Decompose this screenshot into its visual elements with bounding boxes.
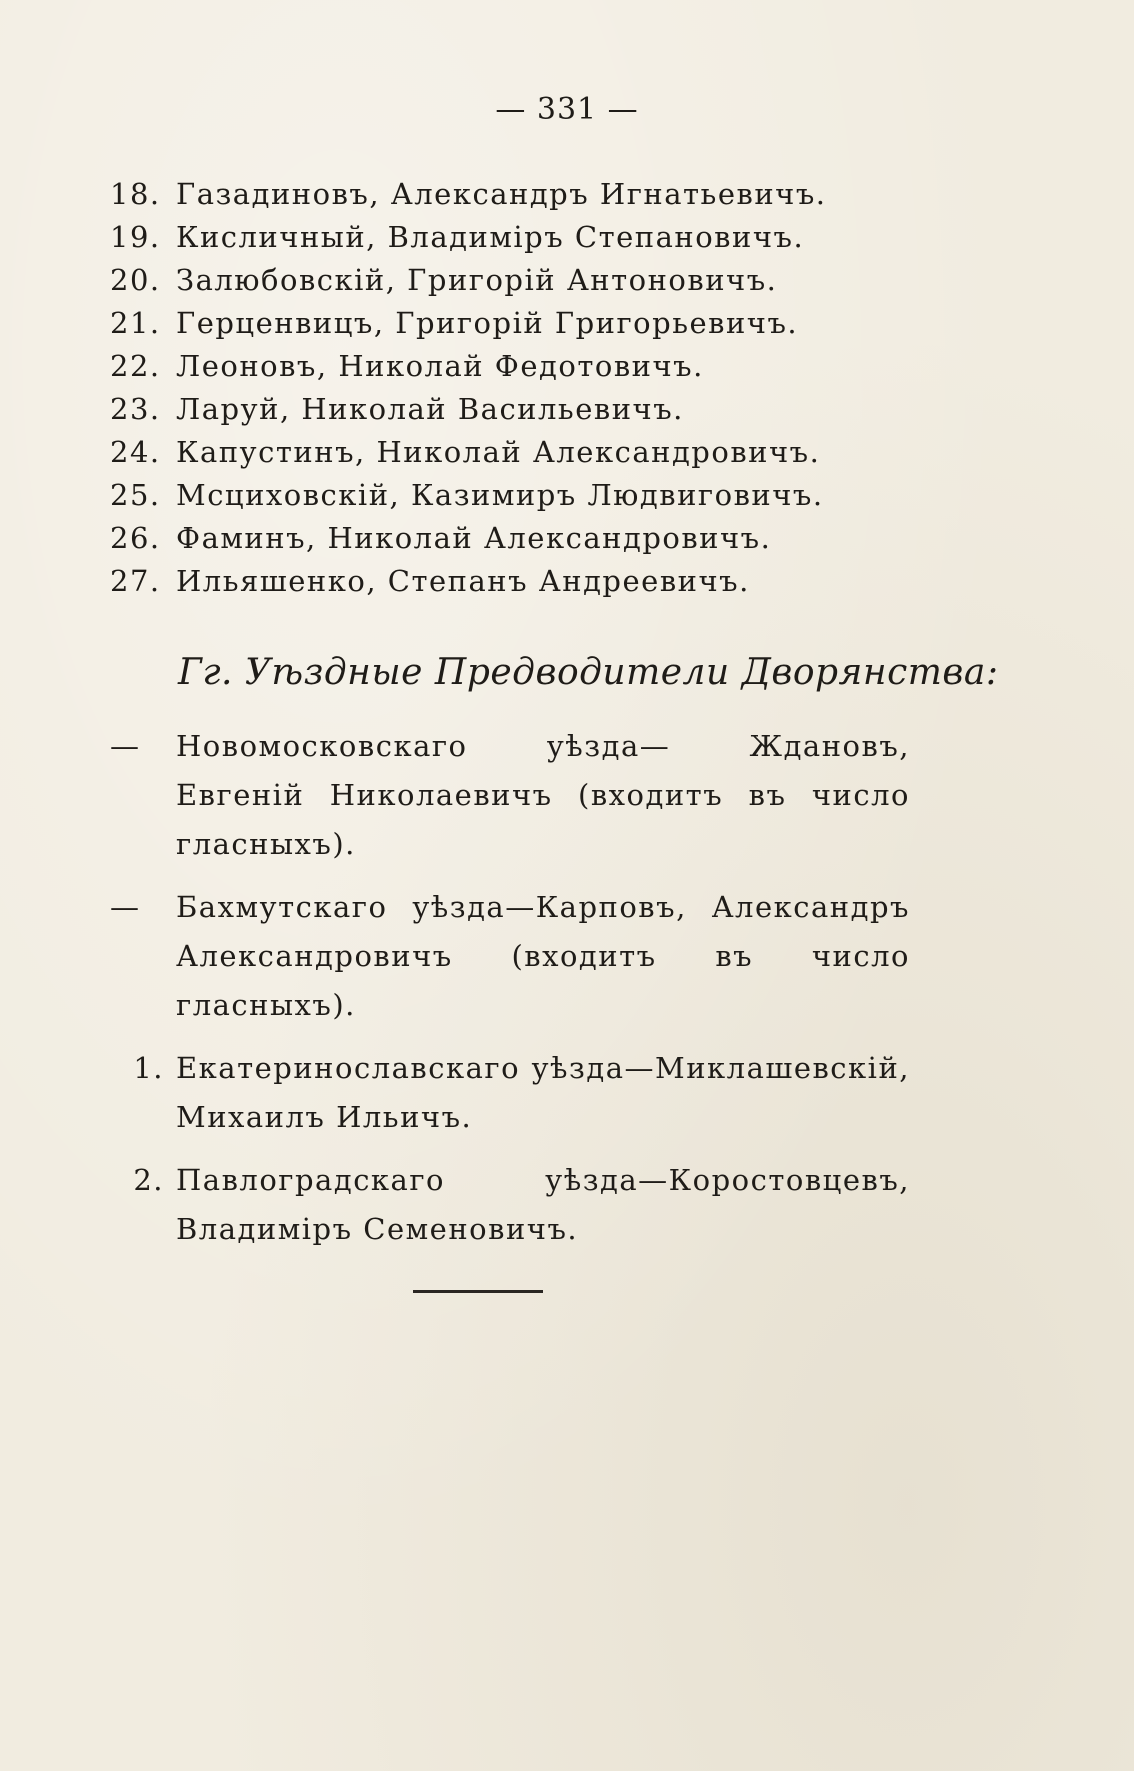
list-item: [110, 559, 1010, 602]
item-name: Ильяшенко, Степанъ Андреевичъ.: [176, 563, 750, 598]
list-item: [110, 215, 1010, 258]
entry-text: Новомосковскаго уѣзда— Ждановъ, Евгеній Николаевичъ (входитъ въ число гласныхъ).: [176, 729, 910, 861]
item-name: Леоновъ, Николай Федотовичъ.: [176, 348, 704, 383]
list-item: [110, 516, 1010, 559]
item-name: Кисличный, Владиміръ Степановичъ.: [176, 219, 805, 254]
list-item: [110, 387, 1010, 430]
entry-text: Екатеринославскаго уѣзда—Миклашевскій, Михаилъ Ильичъ.: [176, 1051, 910, 1134]
entry-marker: 1.: [133, 1051, 164, 1085]
item-number: 22.: [110, 348, 161, 383]
entry-text: Павлоградскаго уѣзда—Коростовцевъ, Владиміръ Семеновичъ.: [176, 1163, 910, 1246]
closing-rule: [413, 1290, 543, 1293]
page-number: — 331 —: [495, 92, 639, 127]
item-name: Газадиновъ, Александръ Игнатьевичъ.: [176, 176, 827, 211]
members-list: [110, 172, 1010, 602]
marshal-entry: [110, 1156, 910, 1254]
entry-marker: —: [110, 890, 141, 924]
item-number: 25.: [110, 477, 161, 512]
item-number: 23.: [110, 391, 161, 426]
marshal-entry: [110, 722, 910, 869]
list-item: [110, 258, 1010, 301]
item-name: Ларуй, Николай Васильевичъ.: [176, 391, 684, 426]
item-name: Залюбовскій, Григорій Антоновичъ.: [176, 262, 778, 297]
list-item: [110, 172, 1010, 215]
item-number: 21.: [110, 305, 161, 340]
marshal-entry: [110, 1044, 910, 1142]
list-item: [110, 344, 1010, 387]
list-item: [110, 430, 1010, 473]
marshals-list: [110, 722, 910, 1268]
entry-marker: —: [110, 729, 141, 763]
item-number: 24.: [110, 434, 161, 469]
item-name: Капустинъ, Николай Александровичъ.: [176, 434, 821, 469]
marshal-entry: [110, 883, 910, 1030]
list-item: [110, 301, 1010, 344]
item-number: 20.: [110, 262, 161, 297]
section-title: Гг. Уѣздные Предводители Дворянства:: [178, 652, 999, 693]
list-item: [110, 473, 1010, 516]
entry-marker: 2.: [133, 1163, 164, 1197]
item-number: 19.: [110, 219, 161, 254]
item-number: 27.: [110, 563, 161, 598]
item-name: Мсциховскій, Казимиръ Людвиговичъ.: [176, 477, 824, 512]
item-name: Фаминъ, Николай Александровичъ.: [176, 520, 772, 555]
item-number: 26.: [110, 520, 161, 555]
item-number: 18.: [110, 176, 161, 211]
entry-text: Бахмутскаго уѣзда—Карповъ, Александръ Александровичъ (входитъ въ число гласныхъ).: [176, 890, 910, 1022]
item-name: Герценвицъ, Григорій Григорьевичъ.: [176, 305, 799, 340]
